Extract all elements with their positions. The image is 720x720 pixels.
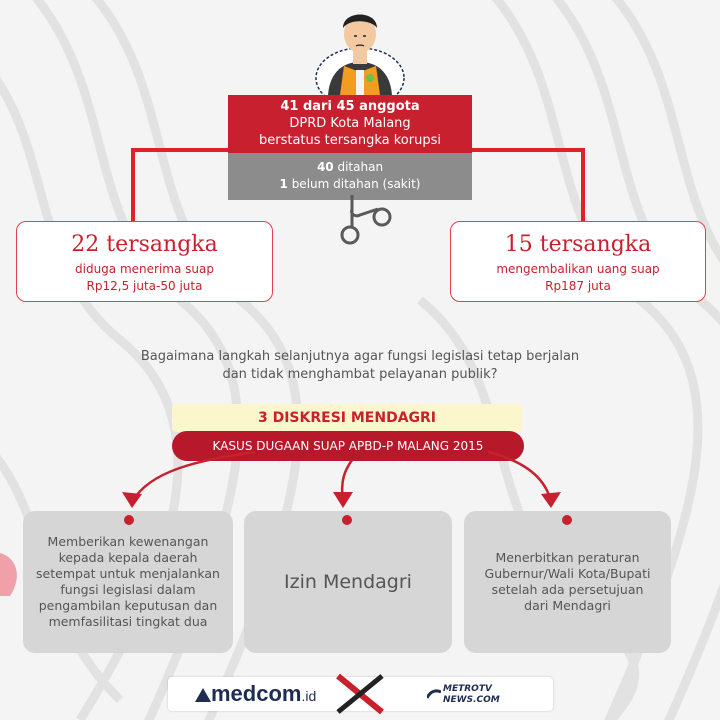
header-line1: 41 dari 45 anggota	[280, 99, 420, 114]
left-box-line2: Rp12,5 juta-50 juta	[86, 279, 203, 293]
card-3-text: Menerbitkan peraturan Gubernur/Wali Kota/Bupati setelah ada persetujuan dari Mendagri	[484, 550, 651, 613]
header-box	[228, 95, 472, 153]
card-3-dot	[562, 515, 572, 525]
header-line3: berstatus tersangka korupsi	[259, 133, 441, 148]
left-box-title: 22 tersangka	[71, 232, 218, 257]
question-text	[80, 348, 640, 384]
right-box-line1: mengembalikan uang suap	[496, 262, 660, 276]
question-line2: dan tidak menghambat pelayanan publik?	[222, 367, 498, 382]
detention-box	[228, 153, 472, 200]
medcom-logo	[195, 681, 316, 707]
left-suspects-box	[16, 221, 273, 302]
card-2-text: Izin Mendagri	[284, 571, 412, 593]
metrotv-mark-icon	[427, 688, 441, 702]
discretion-card-3	[464, 511, 671, 653]
metrotv-top: METROTV	[443, 684, 492, 694]
medcom-mark-icon	[195, 686, 211, 702]
card-1-text: Memberikan kewenangan kepada kepala daerah setempat untuk menjalankan fungsi legislasi dalam pengambilan keputusan dan memfasilitasi tingkat dua	[36, 534, 220, 629]
discretion-card-1	[23, 511, 233, 653]
section-subtitle: KASUS DUGAAN SUAP APBD-P MALANG 2015	[172, 431, 524, 461]
metrotv-bottom: NEWS.COM	[443, 695, 500, 705]
left-box-line1: diduga menerima suap	[75, 262, 214, 276]
side-decoration-icon	[0, 548, 24, 598]
right-suspects-box	[450, 221, 706, 302]
handcuffs-icon	[330, 195, 410, 255]
discretion-card-2	[244, 511, 452, 653]
x-logo-icon	[330, 672, 390, 716]
card-1-dot	[124, 515, 134, 525]
right-box-title: 15 tersangka	[504, 232, 652, 257]
question-line1: Bagaimana langkah selanjutnya agar fungsi legislasi tetap berjalan	[140, 349, 580, 364]
not-detained-count: 1	[279, 177, 288, 191]
detained-count: 40	[316, 160, 334, 174]
card-2-dot	[342, 515, 352, 525]
not-detained-text: belum ditahan (sakit)	[287, 177, 421, 191]
medcom-name: medcom	[211, 681, 302, 706]
metrotv-logo	[427, 682, 507, 710]
detained-text: ditahan	[333, 160, 384, 174]
medcom-suffix: .id	[301, 688, 317, 704]
right-box-line2: Rp187 juta	[545, 279, 611, 293]
section-title: 3 DISKRESI MENDAGRI	[172, 404, 522, 432]
header-line2: DPRD Kota Malang	[289, 116, 411, 131]
